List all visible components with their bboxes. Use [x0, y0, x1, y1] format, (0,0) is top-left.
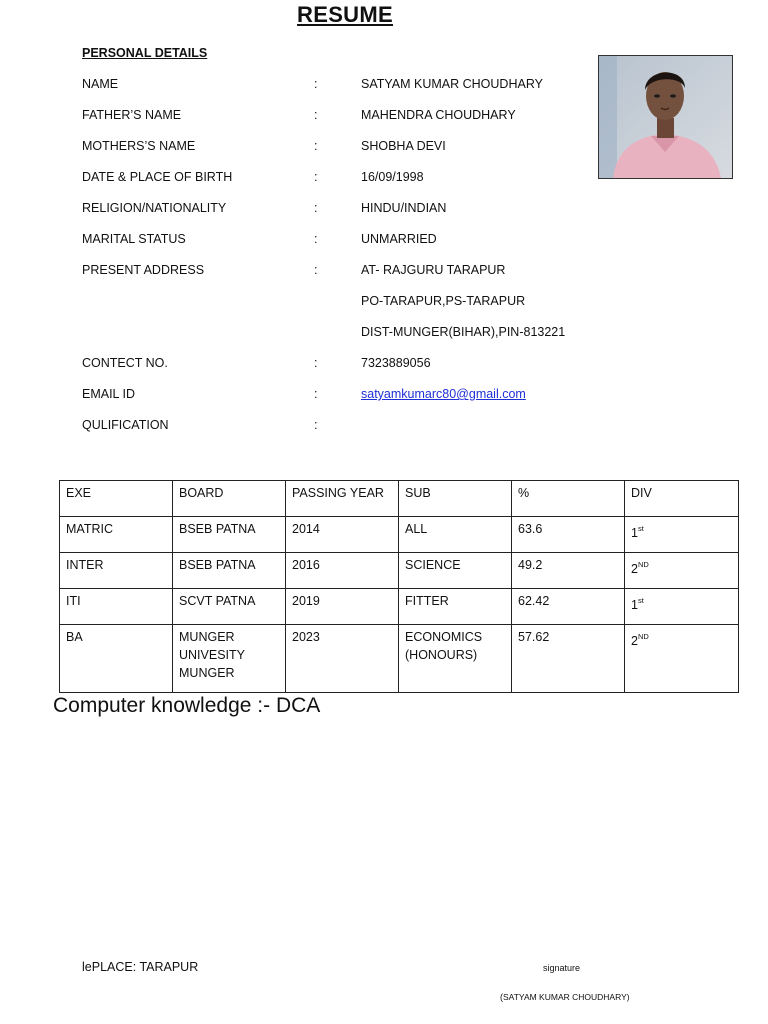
address-line-2: PO-TARAPUR,PS-TARAPUR	[361, 294, 526, 308]
address-line-1: AT- RAJGURU TARAPUR	[361, 263, 506, 277]
board-line: UNIVESITY	[179, 648, 245, 662]
marital-status-label: MARITAL STATUS	[82, 232, 186, 246]
header-cell: PASSING YEAR	[286, 481, 399, 517]
colon: :	[314, 139, 318, 153]
profile-photo	[598, 55, 733, 179]
table-cell: 2019	[286, 589, 399, 625]
table-row	[60, 589, 739, 625]
division-value: 2	[631, 562, 638, 576]
qualification-label: QULIFICATION	[82, 418, 169, 432]
table-cell: BSEB PATNA	[173, 517, 286, 553]
board-line: MUNGER	[179, 630, 235, 644]
table-cell: 62.42	[512, 589, 625, 625]
mother-name-label: MOTHERS’S NAME	[82, 139, 196, 153]
header-cell: EXE	[60, 481, 173, 517]
table-cell: SCVT PATNA	[173, 589, 286, 625]
division-cell	[625, 589, 739, 625]
subject-line: ECONOMICS	[405, 630, 483, 644]
colon: :	[314, 170, 318, 184]
subject-line: (HONOURS)	[405, 648, 478, 662]
dob-label: DATE & PLACE OF BIRTH	[82, 170, 233, 184]
signature-label: signature	[543, 963, 581, 973]
address-line-3: DIST-MUNGER(BIHAR),PIN-813221	[361, 325, 566, 339]
header-cell: SUB	[399, 481, 512, 517]
table-cell: 2023	[286, 625, 399, 693]
table-cell: 2014	[286, 517, 399, 553]
computer-knowledge: Computer knowledge :- DCA	[53, 694, 321, 717]
table-cell: ITI	[60, 589, 173, 625]
person-photo-illustration	[599, 56, 732, 178]
table-cell: 2016	[286, 553, 399, 589]
father-name-value: MAHENDRA CHOUDHARY	[361, 108, 516, 122]
signature-paren: (	[500, 992, 503, 1002]
education-table	[59, 480, 739, 693]
marital-status-value: UNMARRIED	[361, 232, 437, 246]
place-text: lePLACE: TARAPUR	[82, 960, 199, 974]
board-line: MUNGER	[179, 666, 235, 680]
colon: :	[314, 201, 318, 215]
division-suffix: st	[637, 524, 644, 533]
mother-name-value: SHOBHA DEVI	[361, 139, 446, 153]
contact-label: CONTECT NO.	[82, 356, 168, 370]
header-cell: BOARD	[173, 481, 286, 517]
division-value: 2	[631, 634, 638, 648]
header-cell: DIV	[625, 481, 739, 517]
address-label: PRESENT ADDRESS	[82, 263, 205, 277]
division-value: 1	[631, 598, 638, 612]
colon: :	[314, 387, 318, 401]
table-cell: SCIENCE	[399, 553, 512, 589]
signature-name	[500, 992, 630, 1002]
table-cell: 57.62	[512, 625, 625, 693]
religion-value: HINDU/INDIAN	[361, 201, 447, 215]
division-suffix: ND	[637, 632, 649, 641]
father-name-label: FATHER’S NAME	[82, 108, 182, 122]
division-cell	[625, 553, 739, 589]
table-row	[60, 553, 739, 589]
email-label: EMAIL ID	[82, 387, 136, 401]
table-cell: BA	[60, 625, 173, 693]
colon: :	[314, 418, 318, 432]
resume-title: RESUME	[297, 2, 393, 27]
table-cell: BSEB PATNA	[173, 553, 286, 589]
contact-value: 7323889056	[361, 356, 431, 370]
table-cell: ALL	[399, 517, 512, 553]
table-row	[60, 625, 739, 693]
religion-label: RELIGION/NATIONALITY	[82, 201, 227, 215]
email-link[interactable]: satyamkumarc80@gmail.com	[361, 387, 526, 401]
colon: :	[314, 356, 318, 370]
dob-value: 16/09/1998	[361, 170, 424, 184]
name-value: SATYAM KUMAR CHOUDHARY	[361, 77, 543, 91]
personal-details-heading: PERSONAL DETAILS	[82, 46, 208, 60]
table-header-row	[60, 481, 739, 517]
division-cell	[625, 517, 739, 553]
name-label: NAME	[82, 77, 119, 91]
division-suffix: st	[637, 596, 644, 605]
colon: :	[314, 108, 318, 122]
table-row	[60, 517, 739, 553]
header-cell: %	[512, 481, 625, 517]
table-cell: 49.2	[512, 553, 625, 589]
table-cell: INTER	[60, 553, 173, 589]
table-cell	[399, 625, 512, 693]
colon: :	[314, 77, 318, 91]
table-cell: FITTER	[399, 589, 512, 625]
division-value: 1	[631, 526, 638, 540]
table-cell: MATRIC	[60, 517, 173, 553]
division-cell	[625, 625, 739, 693]
signature-name-text: SATYAM KUMAR CHOUDHARY)	[503, 992, 630, 1002]
table-cell: 63.6	[512, 517, 625, 553]
division-suffix: ND	[637, 560, 649, 569]
table-cell	[173, 625, 286, 693]
colon: :	[314, 263, 318, 277]
colon: :	[314, 232, 318, 246]
